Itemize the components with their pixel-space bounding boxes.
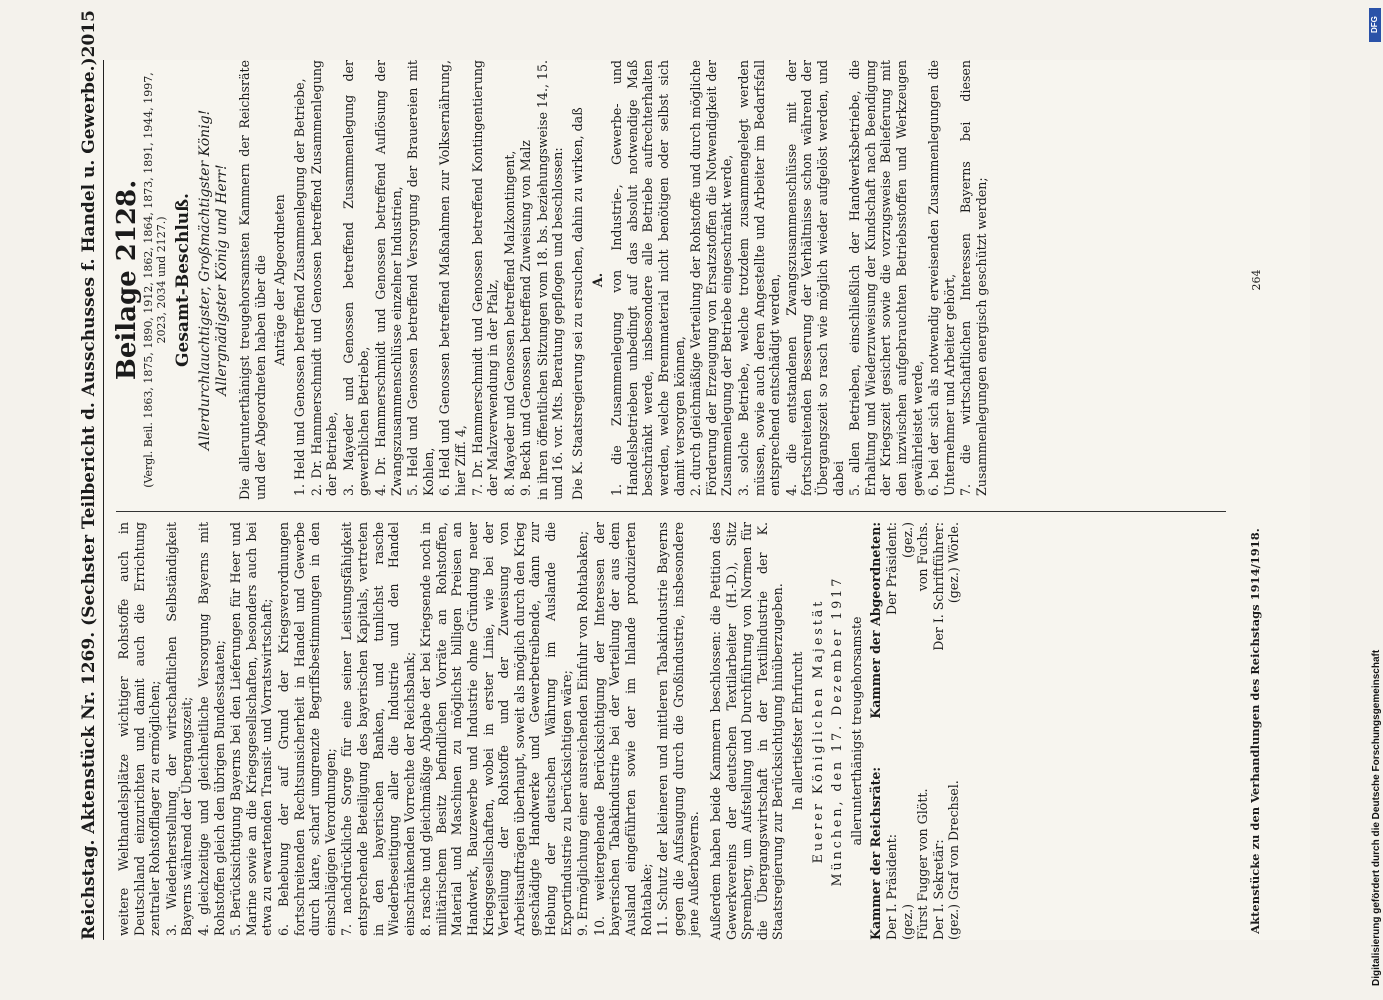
demands-list (116, 522, 702, 940)
closing-line-2: allerunterthänigst treugehorsamste (848, 616, 864, 846)
list-item: 9. Ermöglichung einer ausreichenden Einfuhr von Rohtabaken; (575, 530, 591, 936)
request-paragraph: Die K. Staatsregierung sei zu ersuchen, dahin zu wirken, daß (570, 107, 586, 500)
header-title: Reichstag. Aktenstück Nr. 1269. (Sechster Teilbericht d. Ausschusses f. Handel u. Gewerbe.) (79, 57, 99, 940)
list-item: 8. rasche und gleichmäßige Abgabe der bei Kriegsende noch in militärischem Besitz befindlichen Vorräte an Rohstoffen, Material und Maschinen zu möglichst billigen Preisen an Handwerk, Bauzewerbe und Industrie ohne Gründung neuer Kriegsgesellschaften, wobei in erster Linie, wie bei der Verteilung der Rohstoffe und der Zuweisung von Arbeitsaufträgen überhaupt, soweit als möglich durch den Krieg geschädigte Handwerke und Gewerbetreibende, dann zur Hebung der deutschen Währung im Auslande die Exportindustrie zu berücksichtigen wäre; (418, 522, 574, 936)
column-divider (116, 511, 1226, 512)
signature-cell: (gez.) Graf von Drechsel. (946, 780, 962, 940)
list-item: 6. Held und Genossen betreffend Maßnahmen zur Volksernährung, hier Ziff. 4, (437, 60, 468, 496)
list-item: 2. Dr. Hammerschmidt und Genossen betreffend Zusammenlegung der Betriebe, (308, 60, 340, 496)
chamber-abgeordneten: Kammer der Abgeordneten: (868, 522, 884, 719)
list-item: 5. Berücksichtigung Bayerns bei den Lieferungen für Heer und Marine sowie an die Kriegsgesellschaften, besonders auch bei etwa zu erwartenden Transit- und Vorratswirtschaft; (228, 522, 275, 936)
right-column (112, 60, 991, 500)
section-title: Gesamt-Beschluß. (172, 193, 193, 367)
list-item: weitere Welthandelsplätze wichtiger Rohstoffe auch in Deutschland einzurichten und damit auch die Errichtung zentraler Rohstofflager zu ermöglichen; (116, 522, 163, 936)
points-list (609, 60, 989, 500)
list-item: 7. Dr. Hammerschmidt und Genossen betreffend Kontingentierung der Malzverwendung in der Pfalz, (469, 60, 501, 496)
list-item: 4. gleichzeitige und gleichheitliche Versorgung Bayerns mit Rohstoffen gleich den übrigen Bundesstaaten; (195, 522, 227, 936)
list-item: 1. die Zusammenlegung von Industrie-, Gewerbe- und Handelsbetrieben unbedingt auf das absolut notwendige Maß beschränkt werde, insbesondere alle Betriebe aufrechterhalten werden, welche Brennmaterial nicht benötigen oder selbst sich damit versorgen können, (609, 60, 687, 496)
signature-row (946, 522, 962, 940)
list-item: 8. Mayeder und Genossen betreffend Malzkontingent, (501, 150, 517, 496)
antraege-heading: Anträge der Abgeordneten (272, 194, 288, 366)
list-item: 3. Wiederherstellung der wirtschaftlichen Selbständigkeit Bayerns während der Übergangszeit; (163, 522, 195, 936)
signature-row (931, 522, 947, 940)
list-item: 10. weitergehende Berücksichtigung der Interessen der bayerischen Tabakindustrie bei der Verteilung der aus dem Ausland eingeführten sowie der im Inlande produzierten Rohtabake; (591, 522, 654, 936)
left-column (116, 522, 962, 940)
signature-cell: (gez.) (899, 904, 915, 940)
list-item: 7. nachdrückliche Sorge für eine seiner Leistungsfähigkeit entsprechende Beteiligung des bayerischen Kapitals, vertreten in den bayerischen Banken, und tunlichst rasche Wiederbeseitigung aller die Industrie und den Handel einschränkenden Vorrechte der Reichsbank; (339, 522, 417, 936)
signature-cell: von Fuchs. (915, 522, 931, 592)
document-page (70, 10, 1310, 940)
digitization-credit-strip (1367, 0, 1383, 1000)
signature-cell: Der I. Schriftführer: (930, 522, 946, 651)
list-item: 1. Held und Genossen betreffend Zusammenlegung der Betriebe, (291, 78, 307, 496)
signature-cell: Der I. Präsident: (883, 834, 899, 940)
list-item: 5. allen Betrieben, einschließlich der Handwerksbetriebe, die Erhaltung und Wiederzuweisung der Kundschaft nach Beendigung der Kriegszeit gesichert sowie die vorzugsweise Belieferung mit den inzwischen aufgebrauchten Betriebsstoffen und Werkzeugen gewährleistet werde, (847, 60, 925, 496)
chamber-reichsraete: Kammer der Reichsräte: (868, 766, 884, 940)
salutation: Allerdurchlauchtigster, Großmächtigster König! Allergnädigster König und Herr! (197, 109, 231, 451)
beilage-title: Beilage 2128. (112, 179, 142, 381)
closing-line: In allertiefster Ehrfurcht (789, 651, 805, 811)
list-item: 6. bei der sich als notwendig erweisenden Zusammenlegungen die Unternehmer und Arbeiter gehört, (926, 60, 957, 496)
page-header (70, 10, 104, 940)
page-footer: Aktenstücke zu den Verhandlungen des Reichstags 1914/1918. (1248, 528, 1262, 934)
list-item: 2. durch gleichmäßige Verteilung der Rohstoffe und durch mögliche Förderung der Erzeugung von Ersatzstoffen die Notwendigkeit der Zusammenlegung der Betriebe eingeschränkt werde, (688, 60, 735, 496)
list-item: 4. die entstandenen Zwangszusammenschlüsse mit der fortschreitenden Besserung der Verhältnisse schon während der Übergangszeit so rasch wie möglich wieder aufgelöst werden, und dabei (783, 60, 846, 496)
list-item: 9. Beckh und Genossen betreffend Zuweisung von Malz (518, 140, 534, 496)
list-item: 3. Mayeder und Genossen betreffend Zusammenlegung der gewerblichen Betriebe, (340, 60, 372, 496)
place-date: München, den 17. Dezember 1917 (829, 575, 845, 887)
list-item: 11. Schutz der kleineren und mittleren Tabakindustrie Bayerns gegen die Aufsaugung durch die Großindustrie, insbesondere jene Außerbayerns. (655, 522, 702, 936)
list-item: 3. solche Betriebe, welche trotzdem zusammengelegt werden müssen, sowie auch deren Angestellte und Arbeiter im Bedarfsfall entsprechend entschädigt werden, (736, 60, 783, 496)
signature-cell: Fürst Fugger von Glött. (915, 788, 931, 940)
signature-row (900, 522, 916, 940)
signature-cell: (gez.) (899, 522, 915, 558)
sheet-number: 264 (1250, 269, 1263, 291)
signature-cell: Der Präsident: (883, 522, 899, 615)
list-item: 4. Dr. Hammerschmidt und Genossen betreffend Auflösung der Zwangszusammenschlüsse einzelner Industrien, (372, 60, 404, 496)
chambers-row (868, 522, 884, 940)
signature-row (915, 522, 931, 940)
majesty-line: Euerer Königlichen Majestät (809, 598, 825, 864)
intro-paragraph: Die allerunterthänigst treugehorsamsten Kammern der Reichsräte und der Abgeordneten haben über die (237, 60, 268, 500)
header-page-number: 2015 (79, 10, 99, 58)
signature-row (884, 522, 900, 940)
signature-cell: (gez.) Wörle. (946, 522, 962, 604)
dfg-logo: DFG (1369, 8, 1381, 42)
list-item: 7. die wirtschaftlichen Interessen Bayerns bei diesen Zusammenlegungen energisch geschützt werden; (958, 60, 989, 496)
sessions-paragraph: in ihren öffentlichen Sitzungen vom 18. bs. beziehungsweise 14., 15. und 16. vor. Mts. Beratung gepflogen und beschlossen: (534, 60, 566, 500)
reference-note: (Vergl. Beil. 1863, 1875, 1890, 1912, 1862, 1864, 1873, 1891, 1944, 1997, 2023, 2034 und 2127.) (141, 72, 168, 488)
digitization-credit: Digitalisierung gefördert durch die Deutsche Forschungsgemeinschaft (1371, 649, 1382, 986)
list-item: 6. Behebung der auf Grund der Kriegsverordnungen fortschreitenden Rechtsunsicherheit in Handel und Gewerbe durch klare, scharf umgrenzte Begriffsbestimmungen in den einschlägigen Verordnungen; (275, 522, 338, 936)
signature-cell: Der I. Sekretär: (930, 839, 946, 940)
section-a-label: A. (589, 272, 605, 288)
list-item: 5. Held und Genossen betreffend Versorgung der Brauereien mit Kohlen, (405, 60, 436, 496)
motions-list (292, 60, 534, 500)
petition-paragraph: Außerdem haben beide Kammern beschlossen: die Petition des Gewerkvereins der deutschen Textilarbeiter (H.-D.), Sitz Spremberg, um Aufstellung und Durchführung von Normen für die Übergangswirtschaft in der Textilindustrie der K. Staatsregierung zur Berücksichtigung hinüberzugeben. (707, 522, 786, 940)
